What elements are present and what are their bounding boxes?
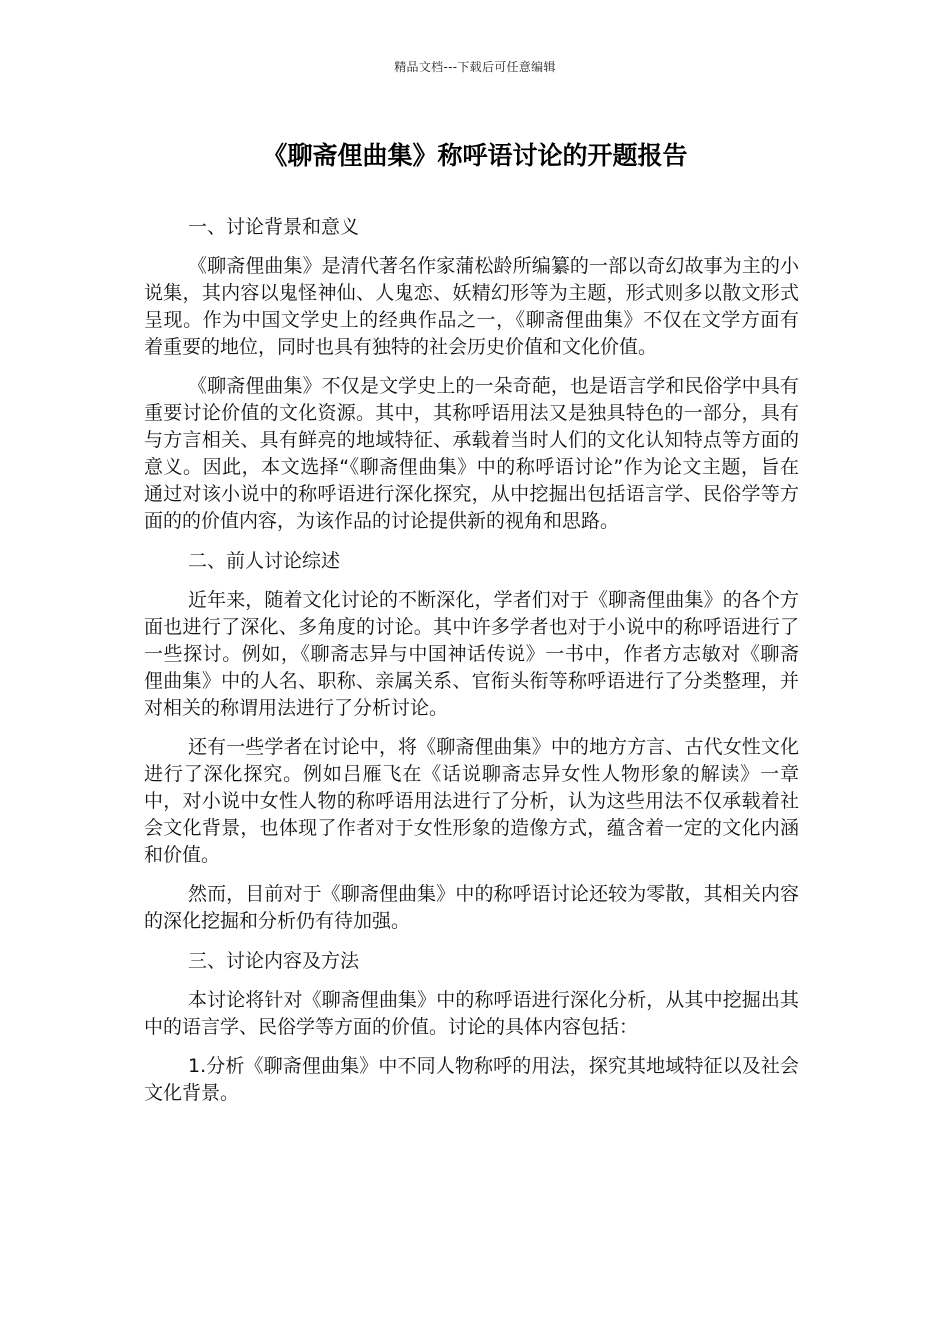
header-note: 精品文档---下载后可任意编辑 bbox=[394, 60, 556, 74]
paragraph: 还有一些学者在讨论中，将《聊斋俚曲集》中的地方方言、古代女性文化进行了深化探究。例如吕雁飞在《话说聊斋志异女性人物形象的解读》一章中，对小说中女性人物的称呼语用法进行了分析，认为这些用法不仅承载着社会文化背景，也体现了作者对于女性形象的造像方式，蕴含着一定的文化内涵和价值。 bbox=[144, 736, 799, 866]
paragraph: 然而，目前对于《聊斋俚曲集》中的称呼语讨论还较为零散，其相关内容的深化挖掘和分析仍有待加强。 bbox=[144, 883, 799, 932]
section-content-method bbox=[144, 947, 799, 1107]
section-heading: 三、讨论内容及方法 bbox=[188, 950, 360, 972]
document-title: 《聊斋俚曲集》称呼语讨论的开题报告 bbox=[262, 141, 688, 170]
paragraph: 《聊斋俚曲集》是清代著名作家蒲松龄所编纂的一部以奇幻故事为主的小说集，其内容以鬼怪神仙、人鬼恋、妖精幻形等为主题，形式则多以散文形式呈现。作为中国文学史上的经典作品之一，《聊斋俚曲集》不仅在文学方面有着重要的地位，同时也具有独特的社会历史价值和文化价值。 bbox=[144, 255, 799, 358]
section-background bbox=[144, 213, 799, 535]
section-heading: 二、前人讨论综述 bbox=[188, 550, 341, 572]
paragraph: 本讨论将针对《聊斋俚曲集》中的称呼语进行深化分析，从其中挖掘出其中的语言学、民俗学等方面的价值。讨论的具体内容包括： bbox=[144, 989, 799, 1038]
section-heading: 一、讨论背景和意义 bbox=[188, 216, 360, 238]
document-body bbox=[144, 213, 799, 1119]
paragraph: 近年来，随着文化讨论的不断深化，学者们对于《聊斋俚曲集》的各个方面也进行了深化、多角度的讨论。其中许多学者也对于小说中的称呼语进行了一些探讨。例如，《聊斋志异与中国神话传说》一书中，作者方志敏对《聊斋俚曲集》中的人名、职称、亲属关系、官衔头衔等称呼语进行了分类整理，并对相关的称谓用法进行了分析讨论。 bbox=[144, 589, 799, 719]
list-item: 1.分析《聊斋俚曲集》中不同人物称呼的用法，探究其地域特征以及社会文化背景。 bbox=[144, 1055, 799, 1104]
section-literature-review bbox=[144, 547, 799, 935]
paragraph: 《聊斋俚曲集》不仅是文学史上的一朵奇葩，也是语言学和民俗学中具有重要讨论价值的文化资源。其中，其称呼语用法又是独具特色的一部分，具有与方言相关、具有鲜亮的地域特征、承载着当时人们的文化认知特点等方面的意义。因此，本文选择“《聊斋俚曲集》中的称呼语讨论”作为论文主题，旨在通过对该小说中的称呼语进行深化探究，从中挖掘出包括语言学、民俗学等方面的的价值内容，为该作品的讨论提供新的视角和思路。 bbox=[144, 375, 799, 532]
